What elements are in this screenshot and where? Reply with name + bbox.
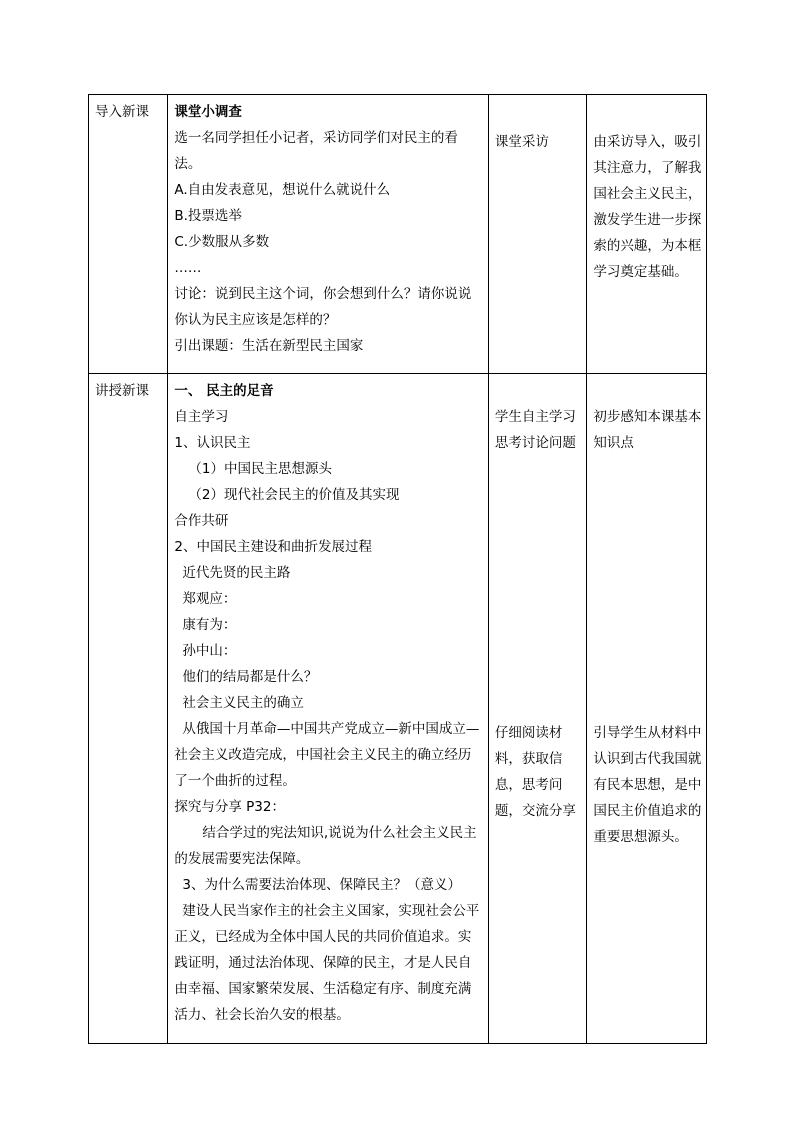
explore-title: 探究与分享 P32： — [174, 799, 285, 815]
survey-title: 课堂小调查 — [174, 104, 242, 120]
intent-text-1: 初步感知本课基本知识点 — [593, 409, 702, 451]
figure-2: 康有为： — [182, 617, 237, 633]
survey-intro: 选一名同学担任小记者，采访同学们对民主的看法。 — [174, 130, 458, 172]
content-cell-intro — [168, 95, 489, 374]
modern-road: 近代先贤的民主路 — [182, 565, 291, 581]
section-label-text: 导入新课 — [95, 104, 149, 120]
row-teaching — [89, 374, 707, 1044]
option-b: B.投票选举 — [174, 208, 242, 224]
intent-cell-teaching — [587, 374, 707, 1044]
section-label-intro — [89, 95, 168, 374]
option-a: A.自由发表意见，想说什么就说什么 — [174, 182, 391, 198]
coop-study: 合作共研 — [174, 513, 229, 529]
explore-question: 结合学过的宪法知识,说说为什么社会主义民主的发展需要宪法保障。 — [174, 825, 477, 867]
lesson-plan-table — [88, 94, 707, 1044]
intent-cell-intro — [587, 95, 707, 374]
point-1-sub-1: （1）中国民主思想源头 — [188, 461, 332, 477]
outcome-question: 他们的结局都是什么？ — [182, 669, 318, 685]
topic-intro: 引出课题：生活在新型民主国家 — [174, 338, 364, 354]
intent-text: 由采访导入，吸引其注意力，了解我国社会主义民主，激发学生进一步探索的兴趣，为本框学习奠定基础。 — [593, 134, 702, 280]
option-c: C.少数服从多数 — [174, 234, 270, 250]
history-text: 从俄国十月革命—中国共产党成立—新中国成立—社会主义改造完成，中国社会主义民主的确立经历了一个曲折的过程。 — [174, 721, 480, 789]
section-label-teaching — [89, 374, 168, 1044]
point-2: 2、中国民主建设和曲折发展过程 — [174, 539, 372, 555]
ellipsis: …… — [174, 260, 202, 276]
socialist-democracy: 社会主义民主的确立 — [182, 695, 304, 711]
discussion-prompt: 讨论：说到民主这个词，你会想到什么？请你说说你认为民主应该是怎样的？ — [174, 286, 472, 328]
activity-cell-teaching — [488, 374, 586, 1044]
intent-text-2: 引导学生从材料中认识到古代我国就有民本思想，是中国民主价值追求的重要思想源头。 — [593, 725, 702, 845]
heading-democracy: 一、 民主的足音 — [174, 383, 274, 399]
figure-3: 孙中山： — [182, 643, 237, 659]
activity-text: 课堂采访 — [494, 134, 549, 150]
content-cell-teaching — [168, 374, 489, 1044]
point-3: 3、为什么需要法治体现、保障民主？（意义） — [182, 877, 461, 893]
self-study: 自主学习 — [174, 409, 229, 425]
activity-cell-intro — [488, 95, 586, 374]
section-label-text: 讲授新课 — [95, 383, 149, 399]
activity-text-2: 仔细阅读材料，获取信息，思考问题，交流分享 — [494, 725, 576, 819]
point-1: 1、认识民主 — [174, 435, 251, 451]
figure-1: 郑观应： — [182, 591, 237, 607]
activity-text-1: 学生自主学习思考讨论问题 — [494, 409, 576, 451]
point-3-body: 建设人民当家作主的社会主义国家，实现社会公平正义，已经成为全体中国人民的共同价值追求。实践证明，通过法治体现、保障的民主，才是人民自由幸福、国家繁荣发展、生活稳定有序、制度充满活力、社会长治久安的根基。 — [174, 903, 480, 1023]
point-1-sub-2: （2）现代社会民主的价值及其实现 — [188, 487, 400, 503]
row-intro — [89, 95, 707, 374]
